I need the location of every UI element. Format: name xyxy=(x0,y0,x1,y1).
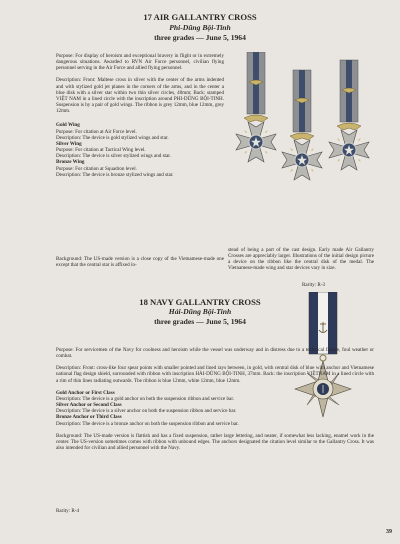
s17-grade2-desc: Description: The device is silver stylized wings and star. xyxy=(56,153,171,160)
s18-description: Description: Front: cross-like four spear points with smaller pointed and lined rays between, in gold, with central disk of blue with anchor and Vietnamese national flag design shield, surrounded with ribbon with inscription HẢI-DŨNG BỘI-TINH, 37mm. Back: the inscription VIỆTNAM in a lined circle with a rim of thin lines radiating outwards. The ribbon is blue 12mm, white 12mm, blue 12mm. xyxy=(56,365,374,384)
s17-rarity: Rarity: R-3 xyxy=(302,282,326,288)
section-17-title: 17 AIR GALLANTRY CROSS xyxy=(143,12,257,22)
s18-grade2-desc: Description: The device is a silver anchor on both the suspension ribbon and service bar. xyxy=(56,408,237,415)
s17-background-right: stead of being a part of the cast design. Early made Air Gallantry Crosses are appreciably larger. Illustrations of the initial design picture a device on the ribbon like the central disk of the medal. The Vietnamese-made wing and star devices vary in size. xyxy=(228,247,374,272)
s18-grade1-desc: Description: The device is a gold anchor on both the suspension ribbon and service bar. xyxy=(56,395,235,402)
s17-background-left: Background: The US-made version is a close copy of the Vietnamese-made one except that the central star is affixed in- xyxy=(56,256,224,269)
s17-purpose: Purpose: For display of heroism and exceptional bravery in flight or in extremely dangerous situations. Awarded to RVN Air Force personnel, civilian flying personnel serving in the Air Force and allied flying personnel. xyxy=(56,53,224,72)
air-cross-middle xyxy=(282,70,322,180)
air-cross-right xyxy=(329,60,369,170)
page-number: 39 xyxy=(386,529,392,535)
s17-grade3-purpose: Purpose: For citation at Squadron level. xyxy=(56,165,137,172)
s18-grade1-name: Gold Anchor or First Class xyxy=(56,389,115,396)
section-17-grades: three grades — June 5, 1964 xyxy=(154,33,246,42)
s17-grade3-desc: Description: The device is bronze stylized wings and star. xyxy=(56,171,174,178)
section-18-grades: three grades — June 5, 1964 xyxy=(154,317,246,326)
section-18-text xyxy=(56,347,374,457)
s18-background: Background: The US-made version is flattish and has a fixed suspension, rather large lettering, and neater, if somewhat less lacking, enamel work in the center. The US-version sometimes comes with ribbon with unbound edges. The anchors designated the citation level similar to the Gallantry Cross. It was also intended for civilian and allied personnel with the Navy. xyxy=(56,432,374,452)
s18-grade2-name: Silver Anchor or Second Class xyxy=(56,402,122,409)
s17-grade1-desc: Description: The device is gold stylized wings and star. xyxy=(56,134,169,141)
s17-grade1-name: Gold Wing xyxy=(56,122,80,129)
s18-purpose: Purpose: For servicemen of the Navy for coolness and heroism while the vessel was underway and in distress due to a technical failure, foul weather or combat. xyxy=(56,347,374,360)
s18-rarity: Rarity: R-4 xyxy=(56,508,80,514)
air-cross-left xyxy=(236,52,276,162)
air-gallantry-cross-medals xyxy=(232,52,374,242)
section-17-text xyxy=(56,53,224,178)
s17-grade1-purpose: Purpose: For citation at Air Force level. xyxy=(56,128,137,135)
s17-grade2-name: Silver Wing xyxy=(56,140,82,147)
section-18-name-vn: Hải-Dũng Bội-Tinh xyxy=(168,307,232,316)
s18-grade3-desc: Description: The device is a bronze anchor on both the suspension ribbon and service bar. xyxy=(56,420,239,427)
section-18-title: 18 NAVY GALLANTRY CROSS xyxy=(139,297,261,307)
s17-grade3-name: Bronze Wing xyxy=(56,159,85,166)
s18-grade3-name: Bronze Anchor or Third Class xyxy=(56,414,122,421)
s17-grade2-purpose: Purpose: For citation at Tactical Wing level. xyxy=(56,147,146,154)
section-17-name-vn: Phi-Dũng Bội-Tinh xyxy=(169,23,231,32)
s17-description: Description: Front: Maltese cross in silver with the center of the arms indented and with stylized gold jet planes in the corners of the arms, and in the center a blue disk with a silver star within two thin silver circles, 40mm; Back: stamped VIỆT NAM in a lined circle with the inscription around PHI-DŨNG BỘI-TINH. Suspension is by a pair of gold wings. The ribbon is grey 12mm, blue 12mm, grey 12mm. xyxy=(56,77,224,115)
